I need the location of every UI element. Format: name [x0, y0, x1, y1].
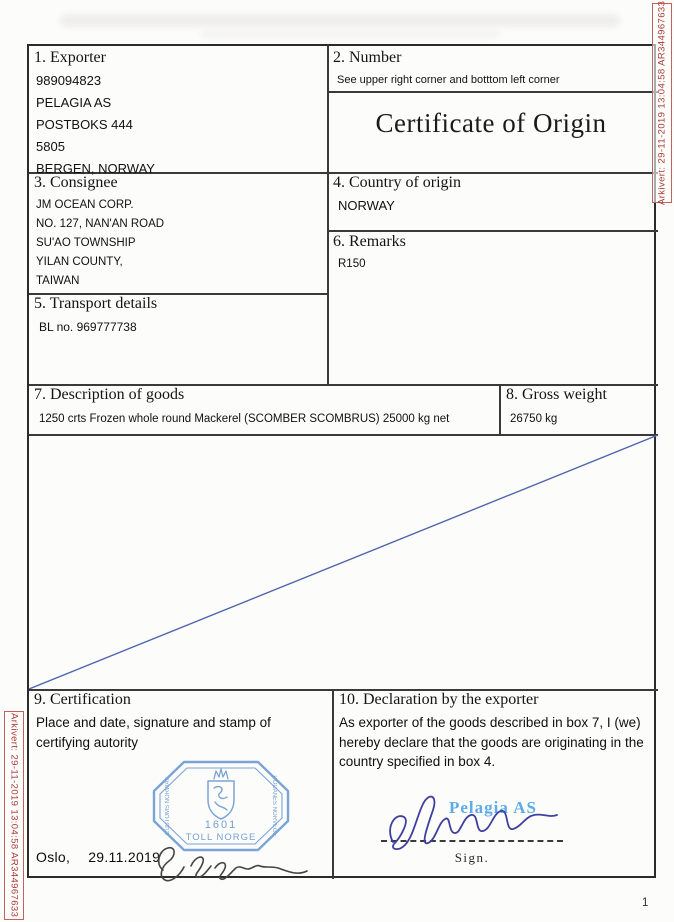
box5-transport-value: BL no. 969777738	[39, 320, 137, 334]
certification-date: 29.11.2019	[88, 849, 161, 865]
archive-stamp-text: Arkivert: 29-11-2019 13:04:58 AR344967633	[8, 713, 20, 918]
box4-country-value: NORWAY	[338, 198, 395, 213]
box3-consignee-value	[36, 199, 164, 294]
stamp-side-right: DOUANES NORVEGE	[271, 775, 277, 837]
box8-weight-value: 26750 kg	[510, 413, 558, 425]
crown-icon	[214, 769, 228, 779]
box6-remarks-value: R150	[338, 258, 366, 270]
archive-stamp-text: Arkivert: 29-11-2019 13:04:58 AR344967633	[656, 0, 668, 206]
consignee-line: TAIWAN	[36, 275, 80, 287]
stamp-side-left: CUSTOMS NORWAY	[165, 777, 171, 835]
consignee-line: JM OCEAN CORP.	[36, 199, 134, 211]
exporter-line: 5805	[36, 139, 65, 154]
box1-label: 1. Exporter	[34, 49, 106, 66]
box5-label: 5. Transport details	[34, 295, 158, 312]
certifier-signature	[149, 836, 313, 890]
box10-label: 10. Declaration by the exporter	[339, 691, 539, 708]
box8-label: 8. Gross weight	[506, 386, 607, 403]
divider-box2-note	[327, 91, 658, 93]
scan-streak	[200, 30, 500, 38]
consignee-line: NO. 127, NAN'AN ROAD	[36, 218, 165, 230]
box4-label: 4. Country of origin	[333, 174, 461, 191]
exporter-line: PELAGIA AS	[36, 95, 112, 110]
lion-icon	[214, 787, 227, 810]
archive-stamp-top-right	[652, 0, 672, 206]
certification-place-date	[36, 849, 160, 865]
stamp-org: TOLL NORGE	[185, 832, 257, 843]
document-title: Certificate of Origin	[375, 108, 607, 138]
divider-columns	[327, 46, 329, 384]
box10-declaration-text: As exporter of the goods described in box 7, I (we) hereby declare that the goods are originating in the country specified in box 4.	[339, 715, 644, 769]
sign-label: Sign.	[454, 850, 490, 865]
consignee-line: YILAN COUNTY,	[36, 256, 123, 268]
divider-box9-box10	[332, 689, 334, 879]
exporter-line: POSTBOKS 444	[36, 117, 133, 132]
certification-place: Oslo,	[36, 849, 71, 865]
certificate-form	[27, 44, 656, 878]
divider-box4	[327, 230, 658, 232]
company-stamp: Pelagia AS	[449, 798, 537, 817]
box2-note: See upper right corner and botttom left corner	[337, 74, 560, 86]
archive-stamp-bottom-left	[4, 711, 24, 920]
box9-note: Place and date, signature and stamp of certifying autority	[36, 715, 271, 750]
box7-goods-value: 1250 crts Frozen whole round Mackerel (SCOMBER SCOMBRUS) 25000 kg net	[39, 413, 450, 425]
box9-label: 9. Certification	[34, 691, 131, 708]
box6-label: 6. Remarks	[333, 233, 406, 250]
box7-label: 7. Description of goods	[34, 386, 185, 403]
box3-label: 3. Consignee	[34, 174, 118, 191]
exporter-line: 989094823	[36, 73, 102, 88]
diagonal-cancellation-line	[29, 435, 658, 689]
consignee-line: SU'AO TOWNSHIP	[36, 237, 136, 249]
box1-exporter-value	[36, 73, 155, 183]
divider-box7-box8	[499, 384, 501, 434]
stamp-number: 1601	[204, 819, 238, 831]
scan-streak	[60, 14, 620, 27]
exporter-line: BERGEN, NORWAY	[36, 161, 155, 176]
page-number: 1	[642, 897, 649, 909]
exporter-signature	[377, 784, 573, 862]
box2-label: 2. Number	[333, 49, 402, 66]
